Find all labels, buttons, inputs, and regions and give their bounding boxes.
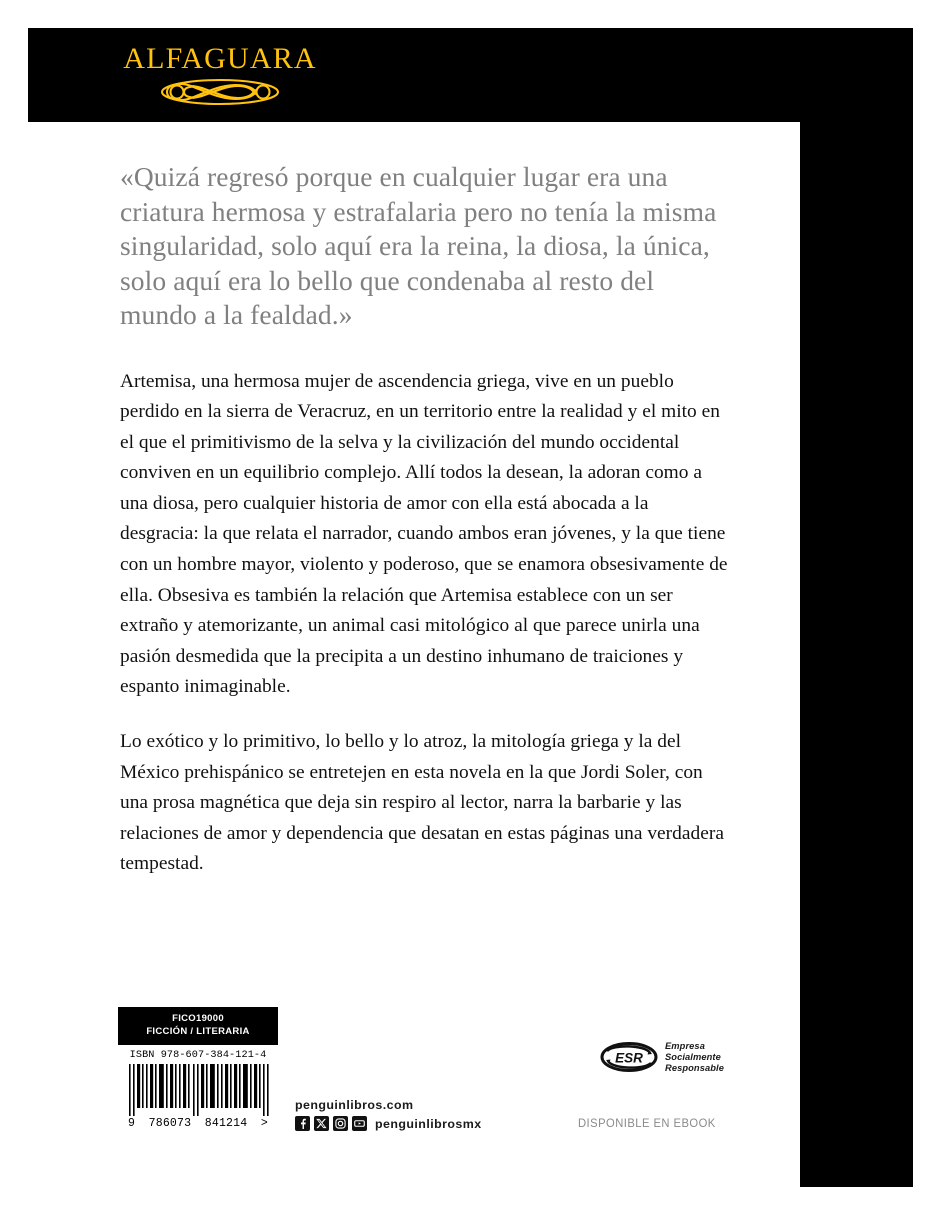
social-handle[interactable]: penguinlibrosmx xyxy=(375,1116,482,1131)
esr-logo xyxy=(600,1040,724,1074)
barcode-digit-group-right: 841214 xyxy=(204,1117,248,1130)
bisac-code: FICO19000 xyxy=(172,1013,224,1024)
bisac-category: FICCIÓN / LITERARIA xyxy=(146,1025,250,1037)
facebook-icon[interactable] xyxy=(295,1116,310,1131)
isbn-barcode-block xyxy=(118,1007,278,1138)
ebook-availability-note: DISPONIBLE EN EBOOK xyxy=(578,1116,716,1130)
blurb-paragraph-2: Lo exótico y lo primitivo, lo bello y lo atroz, la mitología griega y la del México prehispánico se entretejen en esta novela en la que Jordi Soler, con una prosa magnética que deja sin respiro al lector, narra la barbarie y las relaciones de amor y dependencia que desatan en estas páginas una verdadera tempestad. xyxy=(120,731,724,875)
publisher-logo xyxy=(120,44,320,116)
barcode-bars xyxy=(127,1064,269,1116)
esr-label xyxy=(665,1041,724,1074)
social-media-row xyxy=(295,1116,482,1131)
website-url[interactable]: penguinlibros.com xyxy=(295,1098,414,1112)
esr-label-line-2: Socialmente xyxy=(665,1051,721,1062)
esr-label-line-3: Responsable xyxy=(665,1062,724,1073)
barcode-digit-end: > xyxy=(260,1117,268,1130)
x-twitter-icon[interactable] xyxy=(314,1116,329,1131)
svg-text:ESR: ESR xyxy=(615,1050,643,1066)
pull-quote: «Quizá regresó porque en cualquier lugar era una criatura hermosa y estrafalaria pero no tenía la misma singularidad, solo aquí era la reina, la diosa, la única, solo aquí era lo bello que condenaba al resto del mundo a la fealdad.» xyxy=(120,161,717,330)
isbn-number: ISBN 978-607-384-121-4 xyxy=(129,1050,267,1061)
barcode-digit-group-middle: 786073 xyxy=(148,1117,192,1130)
cover-frame-right-band xyxy=(800,28,913,1187)
esr-mark-icon xyxy=(600,1040,658,1074)
bisac-category-header xyxy=(118,1007,278,1045)
instagram-icon[interactable] xyxy=(333,1116,348,1131)
barcode-digit-group-left: 9 xyxy=(128,1117,136,1130)
blurb-paragraph-1: Artemisa, una hermosa mujer de ascendencia griega, vive en un pueblo perdido en la sierra de Veracruz, en un territorio entre la realidad y el mito en el que el primitivismo de la selva y la civilización del mundo occidental conviven en un equilibrio complejo. Allí todos la desean, la adoran como a una diosa, pero cualquier historia de amor con ella está abocada a la desgracia: la que relata el narrador, cuando ambos eran jóvenes, y la que tiene con un hombre mayor, violento y poderoso, que se enamora obsesivamente de ella. Obsesiva es también la relación que Artemisa establece con un ser extraño y atemorizante, un animal casi mitológico al que parece unirla una pasión desmedida que la precipita a un destino inhumano de traiciones y espanto inimaginable. xyxy=(120,370,728,698)
youtube-icon[interactable] xyxy=(352,1116,367,1131)
publisher-name: ALFAGUARA xyxy=(123,42,317,75)
barcode-digits xyxy=(127,1116,269,1130)
barcode-body xyxy=(118,1045,278,1134)
cover-text-column xyxy=(120,160,732,880)
esr-label-line-1: Empresa xyxy=(665,1040,705,1051)
publisher-web-block xyxy=(295,1098,482,1131)
celtic-knot-ornament-icon xyxy=(145,75,295,109)
